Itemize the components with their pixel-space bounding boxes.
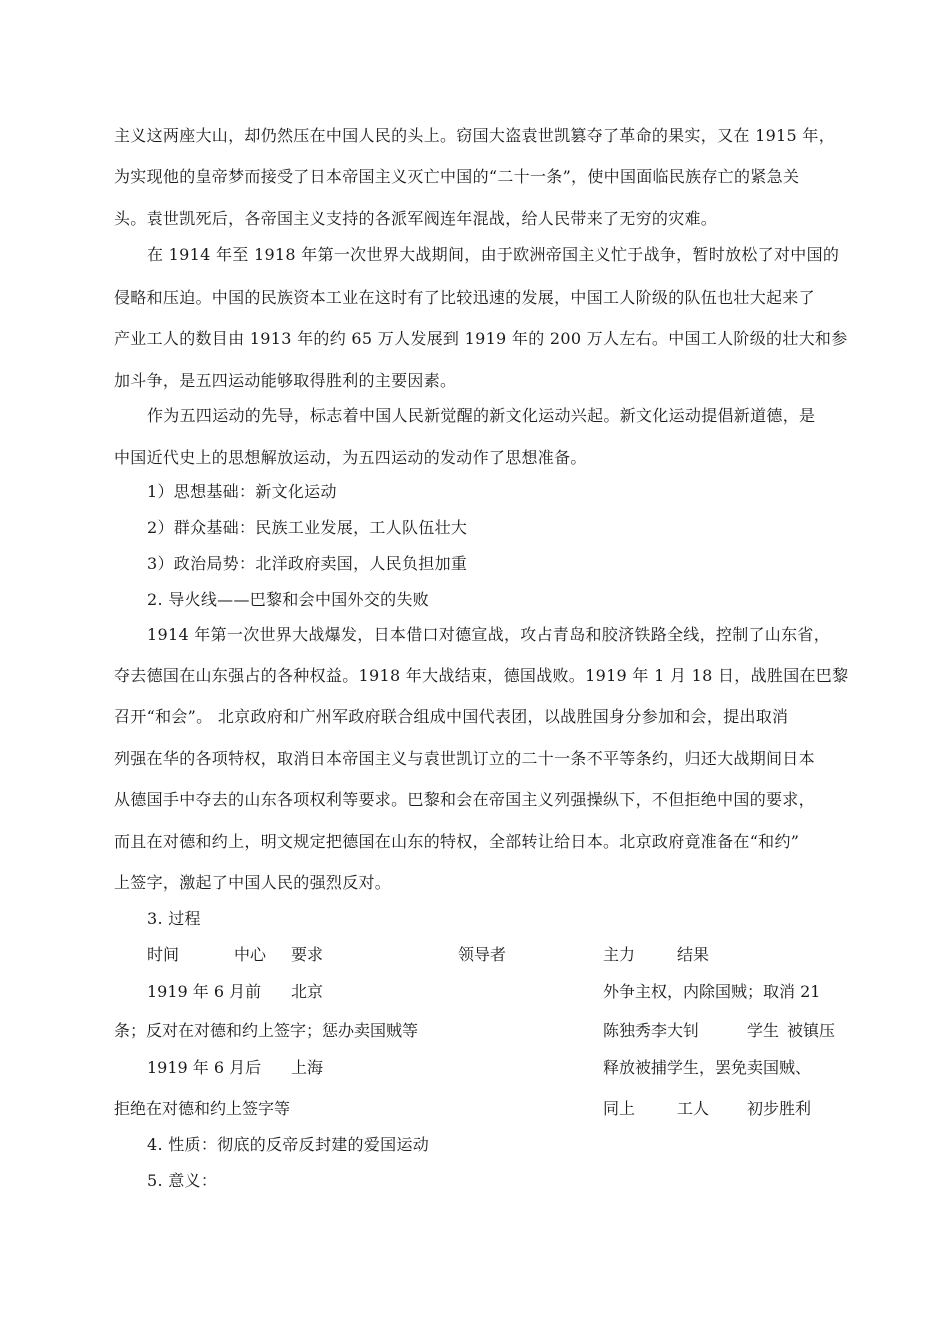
paragraph2-line4: 加斗争，是五四运动能够取得胜利的主要因素。 xyxy=(114,371,457,390)
header-time: 时间 xyxy=(147,945,180,964)
row2-result: 初步胜利 xyxy=(747,1099,812,1118)
section2-heading: 2. 导火线——巴黎和会中国外交的失败 xyxy=(147,590,430,609)
section2-line1: 1914 年第一次世界大战爆发，日本借口对德宣战，攻占青岛和胶济铁路全线，控制了山东省， xyxy=(147,625,831,644)
row1-center: 北京 xyxy=(291,982,324,1001)
section2-line4: 列强在华的各项特权，取消日本帝国主义与袁世凯订立的二十一条不平等条约，归还大战期间日本 xyxy=(114,749,815,768)
row2-main-force: 工人 xyxy=(677,1099,710,1118)
paragraph1-line2: 为实现他的皇帝梦而接受了日本帝国主义灭亡中国的“二十一条”，使中国面临民族存亡的紧急关 xyxy=(114,167,800,186)
header-main-force: 主力 xyxy=(603,945,636,964)
section2-line3: 召开“和会”。 北京政府和广州军政府联合组成中国代表团，以战胜国身分参加和会，提出取消 xyxy=(114,707,789,726)
row1-leader: 陈独秀李大钊 xyxy=(603,1021,700,1040)
paragraph1-line3: 头。袁世凯死后，各帝国主义支持的各派军阀连年混战，给人民带来了无穷的灾难。 xyxy=(114,209,718,228)
header-leader: 领导者 xyxy=(458,945,507,964)
paragraph2-line3: 产业工人的数目由 1913 年的约 65 万人发展到 1919 年的 200 万人左右。中国工人阶级的壮大和参 xyxy=(114,329,848,348)
paragraph3-line2: 中国近代史上的思想解放运动，为五四运动的发动作了思想准备。 xyxy=(114,448,587,467)
paragraph2-line2: 侵略和压迫。中国的民族资本工业在这时有了比较迅速的发展，中国工人阶级的队伍也壮大起来了 xyxy=(114,288,815,307)
paragraph3-line1: 作为五四运动的先导，标志着中国人民新觉醒的新文化运动兴起。新文化运动提倡新道德，是 xyxy=(147,406,816,425)
section2-line5: 从德国手中夺去的山东各项权利等要求。巴黎和会在帝国主义列强操纵下，不但拒绝中国的要求， xyxy=(114,790,815,809)
section2-line2: 夺去德国在山东强占的各种权益。1918 年大战结束，德国战败。1919 年 1 月 18 日，战胜国在巴黎 xyxy=(114,666,849,685)
row2-demand-b: 拒绝在对德和约上签字等 xyxy=(114,1099,291,1118)
row1-demand-b: 条；反对在对德和约上签字；惩办卖国贼等 xyxy=(114,1021,419,1040)
section2-line6: 而且在对德和约上，明文规定把德国在山东的特权，全部转让给日本。北京政府竟准备在“和约” xyxy=(114,832,800,851)
list-item-1: 1）思想基础：新文化运动 xyxy=(147,482,337,501)
row2-leader: 同上 xyxy=(603,1099,636,1118)
paragraph1-line1: 主义这两座大山，却仍然压在中国人民的头上。窃国大盗袁世凯篡夺了革命的果实，又在 1915 年， xyxy=(114,126,835,145)
header-result: 结果 xyxy=(677,945,710,964)
header-demand: 要求 xyxy=(291,945,324,964)
list-item-2: 2）群众基础：民族工业发展，工人队伍壮大 xyxy=(147,518,468,537)
section2-line7: 上签字，激起了中国人民的强烈反对。 xyxy=(114,873,392,892)
row2-center: 上海 xyxy=(291,1058,324,1077)
section5-heading: 5. 意义： xyxy=(147,1171,218,1190)
list-item-3: 3）政治局势：北洋政府卖国，人民负担加重 xyxy=(147,554,468,573)
header-center: 中心 xyxy=(234,945,267,964)
row1-demand-a: 外争主权，内除国贼；取消 21 xyxy=(603,982,821,1001)
row1-result: 被镇压 xyxy=(787,1021,836,1040)
row1-time: 1919 年 6 月前 xyxy=(147,982,262,1001)
section3-heading: 3. 过程 xyxy=(147,909,201,928)
row1-main-force: 学生 xyxy=(747,1021,780,1040)
row2-time: 1919 年 6 月后 xyxy=(147,1058,262,1077)
paragraph2-line1: 在 1914 年至 1918 年第一次世界大战期间，由于欧洲帝国主义忙于战争，暂时放松了对中国的 xyxy=(147,245,840,264)
row2-demand-a: 释放被捕学生，罢免卖国贼、 xyxy=(603,1058,812,1077)
section4-heading: 4. 性质：彻底的反帝反封建的爱国运动 xyxy=(147,1135,430,1154)
